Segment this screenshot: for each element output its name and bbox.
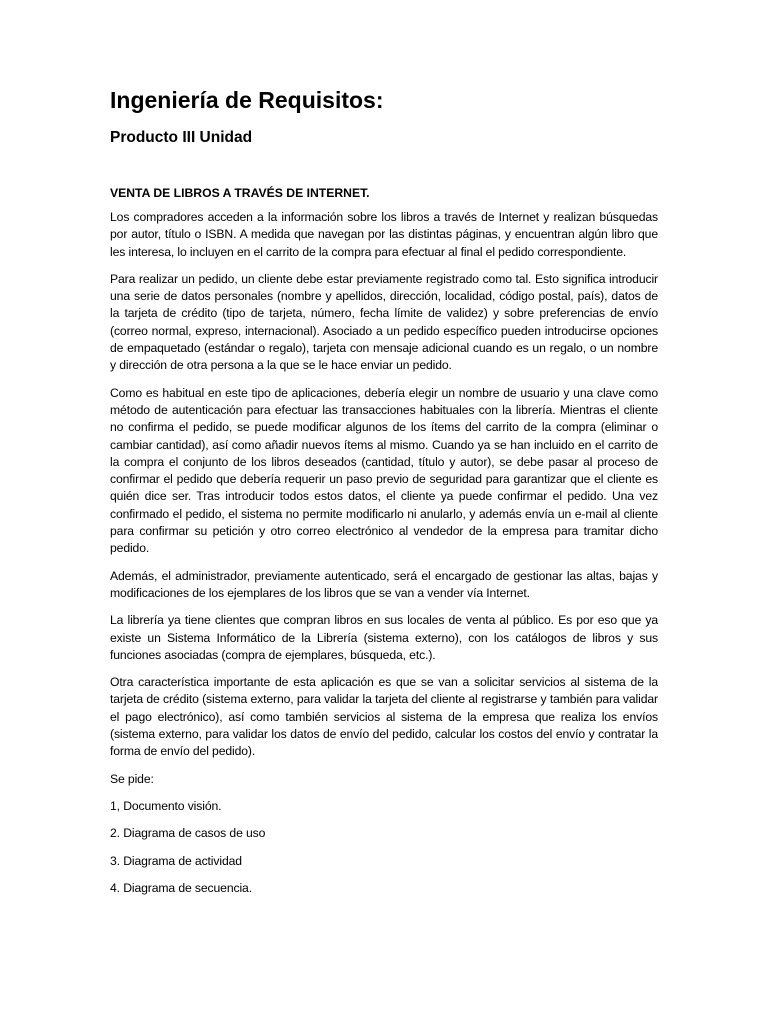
- paragraph-buyers: Los compradores acceden a la información sobre los libros a través de Internet y realizan búsquedas por autor, título o ISBN. A medida que navegan por las distintas páginas, y encuentran algún libro que les interesa, lo incluyen en el carrito de la compra para efectuar al final el pedido correspondiente.: [110, 210, 658, 259]
- requirement-item: 1, Documento visión.: [110, 798, 222, 813]
- paragraph-administrator: Además, el administrador, previamente autenticado, será el encargado de gestionar las altas, bajas y modificaciones de los ejemplares de los libros que se van a vender vía Internet.: [110, 568, 658, 600]
- requirement-item: 4. Diagrama de secuencia.: [110, 880, 252, 895]
- section-heading: VENTA DE LIBROS A TRAVÉS DE INTERNET.: [110, 186, 370, 200]
- requirements-intro: Se pide:: [110, 771, 154, 786]
- paragraph-external-system: La librería ya tiene clientes que compran libros en sus locales de venta al público. Es por eso que ya existe un Sistema Informático de la Librería (sistema externo), con los catálogos de libros y sus funciones asociadas (compra de ejemplares, búsqueda, etc.).: [110, 613, 658, 662]
- paragraph-registration: Para realizar un pedido, un cliente debe estar previamente registrado como tal. Esto significa introducir una serie de datos personales (nombre y apellidos, dirección, localidad, código postal, país), datos de la tarjeta de crédito (tipo de tarjeta, número, fecha límite de validez) y sobre preferencias de envío (correo normal, expreso, internacional). Asociado a un pedido específico pueden introducirse opciones de empaquetado (estándar o regalo), tarjeta con mensaje adicional cuando es un regalo, o un nombre y dirección de otra persona a la que se le hace enviar un pedido.: [110, 271, 658, 373]
- requirement-item: 2. Diagrama de casos de uso: [110, 826, 266, 841]
- paragraph-authentication: Como es habitual en este tipo de aplicaciones, debería elegir un nombre de usuario y una clave como método de autenticación para efectuar las transacciones habituales con la librería. Mientras el cliente no confirma el pedido, se puede modificar algunos de los ítems del carrito de la compra (eliminar o cambiar cantidad), así como añadir nuevos ítems al mismo. Cuando ya se han incluido en el carrito de la compra el conjunto de los libros deseados (cantidad, título y autor), se debe pasar al proceso de confirmar el pedido que debería requerir un paso previo de seguridad para garantizar que el cliente es quién dice ser. Tras introducir todos estos datos, el cliente ya puede confirmar el pedido. Una vez confirmado el pedido, el sistema no permite modificarlo ni anularlo, y además envía un e-mail al cliente para confirmar su petición y otro correo electrónico al vendedor de la empresa para tramitar dicho pedido.: [110, 385, 658, 556]
- document-subtitle: Producto III Unidad: [110, 129, 253, 146]
- document-title: Ingeniería de Requisitos:: [110, 87, 384, 113]
- paragraph-services: Otra característica importante de esta aplicación es que se van a solicitar servicios al sistema de la tarjeta de crédito (sistema externo, para validar la tarjeta del cliente al registrarse y también para validar el pago electrónico), así como también servicios al sistema de la empresa que realiza los envíos (sistema externo, para validar los datos de envío del pedido, calcular los costos del envío y contratar la forma de envío del pedido).: [110, 675, 658, 759]
- requirement-item: 3. Diagrama de actividad: [110, 853, 242, 868]
